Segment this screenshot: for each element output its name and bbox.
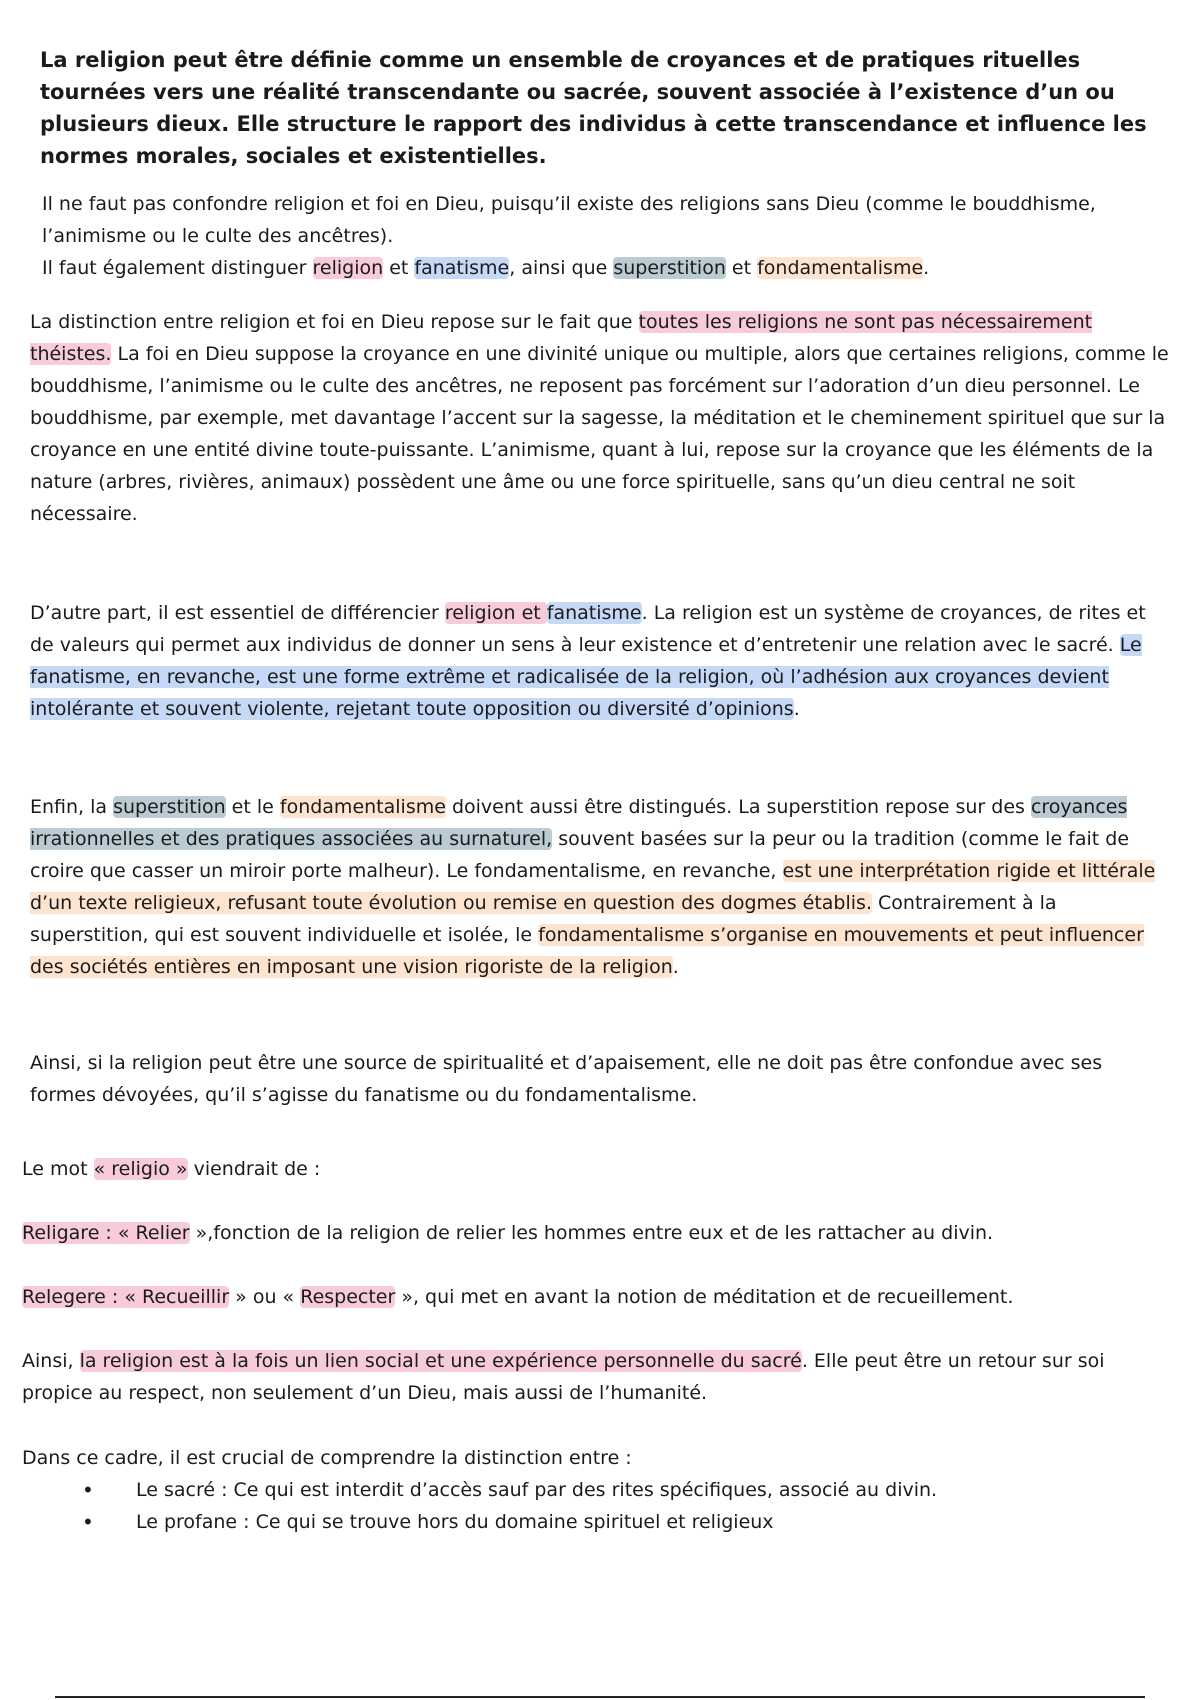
text: Il ne faut pas confondre religion et foi en Dieu, puisqu’il existe des religions sans Dieu (comme le bouddhisme, l’animisme ou le culte des ancêtres). — [42, 193, 1096, 247]
highlight-relegere: Relegere : « Recueillir — [22, 1286, 230, 1308]
highlight-religion: religion — [312, 257, 384, 279]
text: Ainsi, — [22, 1350, 80, 1372]
highlight-superstition: superstition — [113, 796, 226, 818]
highlight-superstition-definition: croyances irrationnelles et des pratiques associées au surnaturel, — [30, 796, 1128, 850]
highlight-religio: « religio » — [93, 1158, 188, 1180]
text: et — [383, 257, 415, 279]
paragraph-religion-vs-faith — [42, 188, 1152, 284]
highlight-fondamentalisme: fondamentalisme — [279, 796, 446, 818]
paragraph-superstition-fundamentalism — [30, 791, 1170, 983]
text: doivent aussi être distingués. La superstition repose sur des — [445, 796, 1031, 818]
paragraph-conclusion: Ainsi, si la religion peut être une source de spiritualité et d’apaisement, elle ne doit pas être confondue avec ses formes dévoyées, qu’il s’agisse du fanatisme ou du fondamentalisme. — [30, 1052, 1103, 1106]
highlight-fondamentalisme-movements: fondamentalisme s’organise en mouvements et peut influencer des sociétés entières en imposant une vision rigoriste de la religion — [30, 924, 1144, 978]
text: Enfin, la — [30, 796, 114, 818]
text: et — [725, 257, 758, 279]
highlight-religare: Religare : « Relier — [22, 1222, 190, 1244]
text: viendrait de : — [187, 1158, 321, 1180]
highlight-social-link: la religion est à la fois un lien social et une expérience personnelle du sacré — [79, 1350, 802, 1372]
bottom-divider — [55, 1696, 1145, 1698]
intro-definition: La religion peut être définie comme un ensemble de croyances et de pratiques rituelles tournées vers une réalité transcendante ou sacrée, souvent associée à l’existence d’un ou plusieurs dieux. Elle structure le rapport des individus à cette transcendance et influence les normes morales, sociales et existentielles. — [40, 48, 1147, 168]
list-item-sacre: • Le sacré : Ce qui est interdit d’accès sauf par des rites spécifiques, associé au divin. — [80, 1474, 937, 1506]
text: Contrairement à la superstition, qui est souvent individuelle et isolée, le — [30, 892, 1057, 946]
highlight-fondamentalisme: fondamentalisme — [757, 257, 924, 279]
highlight-fanatisme: fanatisme — [414, 257, 510, 279]
distinction-list — [80, 1474, 937, 1538]
highlight-fondamentalisme-definition: est une interprétation rigide et littérale d’un texte religieux, refusant toute évolution ou remise en question des dogmes établis. — [30, 860, 1156, 914]
list-item-profane: • Le profane : Ce qui se trouve hors du domaine spirituel et religieux — [80, 1506, 937, 1538]
text: et le — [225, 796, 280, 818]
highlight-not-theist: toutes les religions ne sont pas nécessairement théistes. — [30, 311, 1093, 365]
paragraph-fanaticism — [30, 597, 1170, 725]
etymology-relegere — [22, 1281, 1013, 1313]
highlight-fanatisme: fanatisme — [546, 602, 642, 624]
etymology-intro — [22, 1153, 320, 1185]
paragraph-social-link — [22, 1345, 1172, 1409]
highlight-superstition: superstition — [613, 257, 726, 279]
etymology-religare — [22, 1217, 993, 1249]
text: , ainsi que — [509, 257, 614, 279]
text: »,fonction de la religion de relier les hommes entre eux et de les rattacher au divin. — [189, 1222, 994, 1244]
text: . — [672, 956, 679, 978]
text: », qui met en avant la notion de méditation et de recueillement. — [395, 1286, 1014, 1308]
text: » ou « — [229, 1286, 301, 1308]
text: . — [923, 257, 930, 279]
text: . La religion est un système de croyances, de rites et de valeurs qui permet aux individus de donner un sens à leur existence et d’entretenir une relation avec le sacré. — [30, 602, 1146, 656]
paragraph-theism — [30, 306, 1170, 530]
highlight-respecter: Respecter — [300, 1286, 396, 1308]
text: Il faut également distinguer — [42, 257, 313, 279]
text: souvent basées sur la peur ou la tradition (comme le fait de croire que casser un miroir porte malheur). Le fondamentalisme, en revanche, — [30, 828, 1130, 882]
highlight-fanatisme-definition: Le fanatisme, en revanche, est une forme extrême et radicalisée de la religion, où l’adhésion aux croyances devient intolérante et souvent violente, rejetant toute opposition ou diversité d’opinions — [30, 634, 1142, 720]
distinction-intro: Dans ce cadre, il est crucial de comprendre la distinction entre : — [22, 1447, 632, 1469]
text: . — [793, 698, 800, 720]
text: D’autre part, il est essentiel de différencier — [30, 602, 445, 624]
text: . Elle peut être un retour sur soi propice au respect, non seulement d’un Dieu, mais aussi de l’humanité. — [22, 1350, 1105, 1404]
text: Le mot — [22, 1158, 94, 1180]
highlight-religion: religion et — [444, 602, 547, 624]
text: La foi en Dieu suppose la croyance en une divinité unique ou multiple, alors que certaines religions, comme le bouddhisme, l’animisme ou le culte des ancêtres, ne reposent pas forcément sur l’adoration d’un dieu personnel. Le bouddhisme, par exemple, met davantage l’accent sur la sagesse, la méditation et le cheminement spirituel que sur la croyance en une entité divine toute-puissante. L’animisme, quant à lui, repose sur la croyance que les éléments de la nature (arbres, rivières, animaux) possèdent une âme ou une force spirituelle, sans qu’un dieu central ne soit nécessaire. — [30, 343, 1169, 525]
text: La distinction entre religion et foi en Dieu repose sur le fait que — [30, 311, 639, 333]
